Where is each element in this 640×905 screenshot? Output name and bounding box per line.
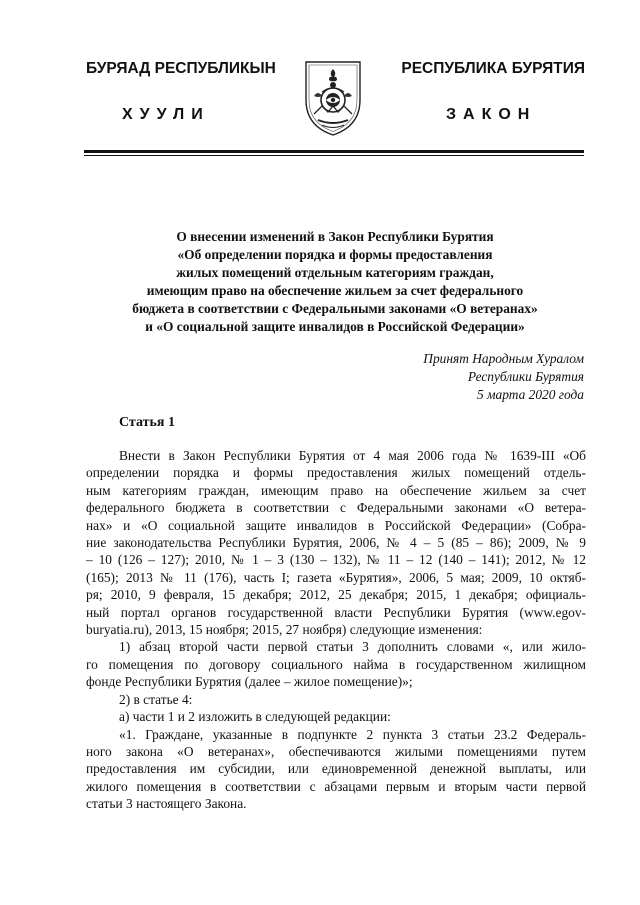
header-left-document-type: ХУУЛИ	[122, 106, 210, 123]
body-line: Внести в Закон Республики Бурятия от 4 мая 2006 года № 1639-III «Об	[119, 448, 586, 463]
body-line: 2) в статье 4:	[119, 691, 193, 707]
body-line: buryatia.ru), 2013, 15 ноября; 2015, 27 ноября) следующие изменения:	[86, 622, 483, 638]
body-line: ным категориям граждан, имеющим право на обеспечение жильем за счет	[86, 482, 586, 498]
body-line: «1. Граждане, указанные в подпункте 2 пункта 3 статьи 23.2 Федераль-	[119, 726, 586, 742]
body-line: 1) абзац второй части первой статьи 3 дополнить словами «, или жило-	[119, 639, 586, 655]
adoption-body-region: Республики Бурятия	[467, 369, 584, 384]
header-left	[86, 60, 286, 130]
body-line: ние законодательства Республики Бурятия, 2006, № 4 – 5 (85 – 86); 2009, № 9	[86, 535, 586, 551]
body-line: ный портал органов государственной власти Республики Бурятия (www.egov-	[86, 604, 586, 620]
header-divider-thin	[84, 155, 584, 156]
body-line: федерального бюджета в соответствии с Федеральными законами «О ветера-	[86, 500, 586, 516]
header-right-document-type: ЗАКОН	[446, 106, 537, 123]
header-right-republic-name: РЕСПУБЛИКА БУРЯТИЯ	[401, 60, 585, 77]
law-title-line: О внесении изменений в Закон Республики Бурятия	[176, 229, 494, 244]
body-line: ного закона «О ветеранах», обеспечиваются жилыми помещениями путем	[86, 743, 586, 759]
header-divider-thick	[84, 150, 584, 153]
law-title-line: и «О социальной защите инвалидов в Российской Федерации»	[145, 319, 525, 334]
body-line: го помещения по договору социального найма в государственном жилищном	[86, 656, 586, 672]
body-line: нах» и «О социальной защите инвалидов в Российской Федерации» (Собра-	[86, 517, 586, 533]
article-body	[86, 447, 586, 813]
header-left-republic-name: БУРЯАД РЕСПУБЛИКЫН	[86, 60, 276, 77]
adoption-note	[340, 350, 584, 404]
article-heading: Статья 1	[119, 415, 175, 430]
body-line: (165); 2013 № 11 (176), часть I; газета «Бурятия», 2006, 5 мая; 2009, 10 октяб-	[86, 569, 586, 585]
law-title-line: бюджета в соответствии с Федеральными законами «О ветеранах»	[132, 301, 538, 316]
body-line: статьи 3 настоящего Закона.	[86, 796, 247, 812]
body-line: предоставления им субсидии, или единовременной денежной выплаты, или	[86, 761, 586, 777]
body-line: фонде Республики Бурятия (далее – жилое помещение)»;	[86, 674, 413, 690]
body-line: жилого помещения в соответствии с абзацами первым и вторым части первой	[86, 778, 586, 794]
body-line: определении порядка и формы предоставления жилых помещений отдель-	[86, 465, 586, 481]
body-line: ря; 2010, 9 февраля, 15 декабря; 2012, 25 декабря; 2015, 1 декабря; официаль-	[86, 587, 586, 603]
law-title	[86, 228, 584, 336]
law-title-line: «Об определении порядка и формы предоставления	[177, 247, 493, 262]
header-right	[392, 60, 585, 130]
law-title-line: жилых помещений отдельным категориям граждан,	[176, 265, 494, 280]
body-line: – 10 (126 – 127); 2010, № 1 – 3 (130 – 132), № 11 – 12 (140 – 141); 2012, № 12	[86, 552, 586, 568]
law-title-line: имеющим право на обеспечение жильем за счет федерального	[146, 283, 524, 298]
adoption-date: 5 марта 2020 года	[476, 387, 584, 402]
adoption-body: Принят Народным Хуралом	[423, 351, 584, 366]
body-line: а) части 1 и 2 изложить в следующей редакции:	[119, 709, 391, 725]
coat-of-arms-buryatia-icon	[300, 56, 366, 138]
